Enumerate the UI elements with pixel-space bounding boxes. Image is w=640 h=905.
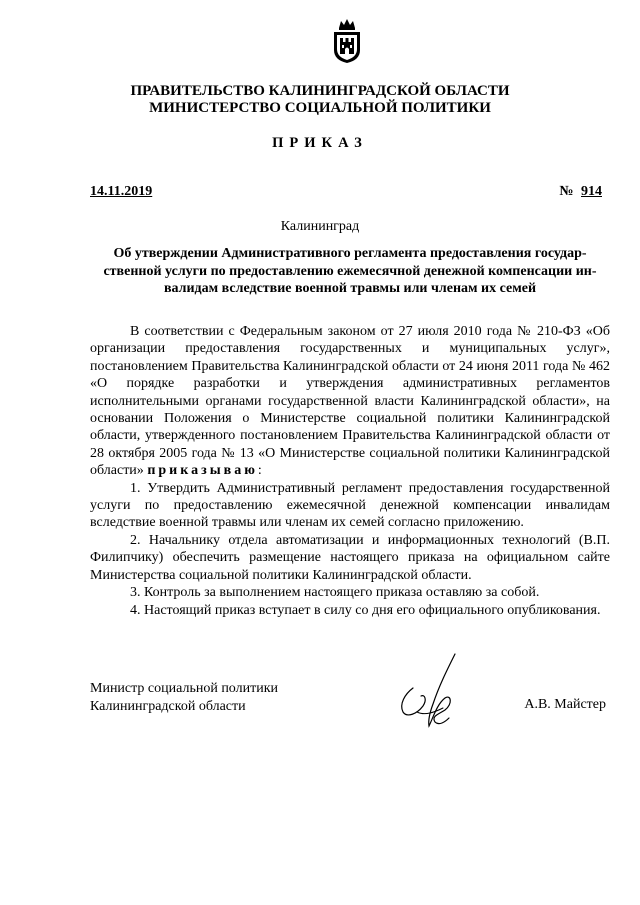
preamble-text: В соответствии с Федеральным законом от 27 июля 2010 года № 210-ФЗ «Об организации предоставления государственных и муниципальных услуг», постановлением Правительства Калининградской области от 24 июня 2011 года № 462 «О порядке разработки и утверждения административных регламентов исполнительными органами государственной власти Калининградской области», на основании Положения о Министерстве социальной политики Калининградской области, утвержденного постановлением Правительства Калининградской области от 28 октября 2005 года № 13 «О Министерстве социальной политики Калининградской области» (90, 324, 610, 479)
title-line: валидам вследствие военной травмы или членам их семей (163, 281, 537, 296)
order-item: 1. Утвердить Административный регламент предоставления государственной услуги по предоставлению ежемесячной денежной компенсации инвалидам вследствие военной травмы или членам их семей согласно приложению. (90, 480, 610, 531)
title-line: Об утверждении Административного регламента предоставления государ- (113, 246, 587, 261)
document-date: 14.11.2019 (90, 184, 153, 199)
order-word: приказываю (147, 463, 258, 479)
preamble-paragraph (90, 323, 610, 480)
organization-line-2: МИНИСТЕРСТВО СОЦИАЛЬНОЙ ПОЛИТИКИ (149, 100, 491, 116)
document-number (559, 184, 610, 200)
order-colon: : (257, 463, 262, 479)
city: Калининград (280, 219, 360, 234)
signatory-name: А.В. Майстер (524, 697, 606, 712)
order-item: 4. Настоящий приказ вступает в силу со дня его официального опубликования. (130, 602, 601, 618)
position-line: Калининградской области (90, 698, 246, 714)
signatory-position (90, 680, 278, 715)
order-item: 3. Контроль за выполнением настоящего приказа оставляю за собой. (130, 585, 540, 601)
handwritten-signature (395, 652, 465, 730)
coat-of-arms-icon (331, 18, 363, 64)
document-type: ПРИКАЗ (272, 135, 368, 151)
title-line: ственной услуги по предоставлению ежемесячной денежной компенсации ин- (103, 263, 597, 279)
position-line: Министр социальной политики (90, 681, 279, 696)
order-item: 2. Начальнику отдела автоматизации и информационных технологий (В.П. Филипчику) обеспечить размещение настоящего приказа на официальном сайте Министерства социальной политики Калининградской области. (90, 532, 610, 583)
organization-line-1: ПРАВИТЕЛЬСТВО КАЛИНИНГРАДСКОЙ ОБЛАСТИ (130, 83, 510, 99)
number-prefix: № (559, 184, 574, 199)
document-body (90, 323, 610, 619)
document-title (90, 245, 610, 298)
number-value: 914 (581, 184, 602, 199)
